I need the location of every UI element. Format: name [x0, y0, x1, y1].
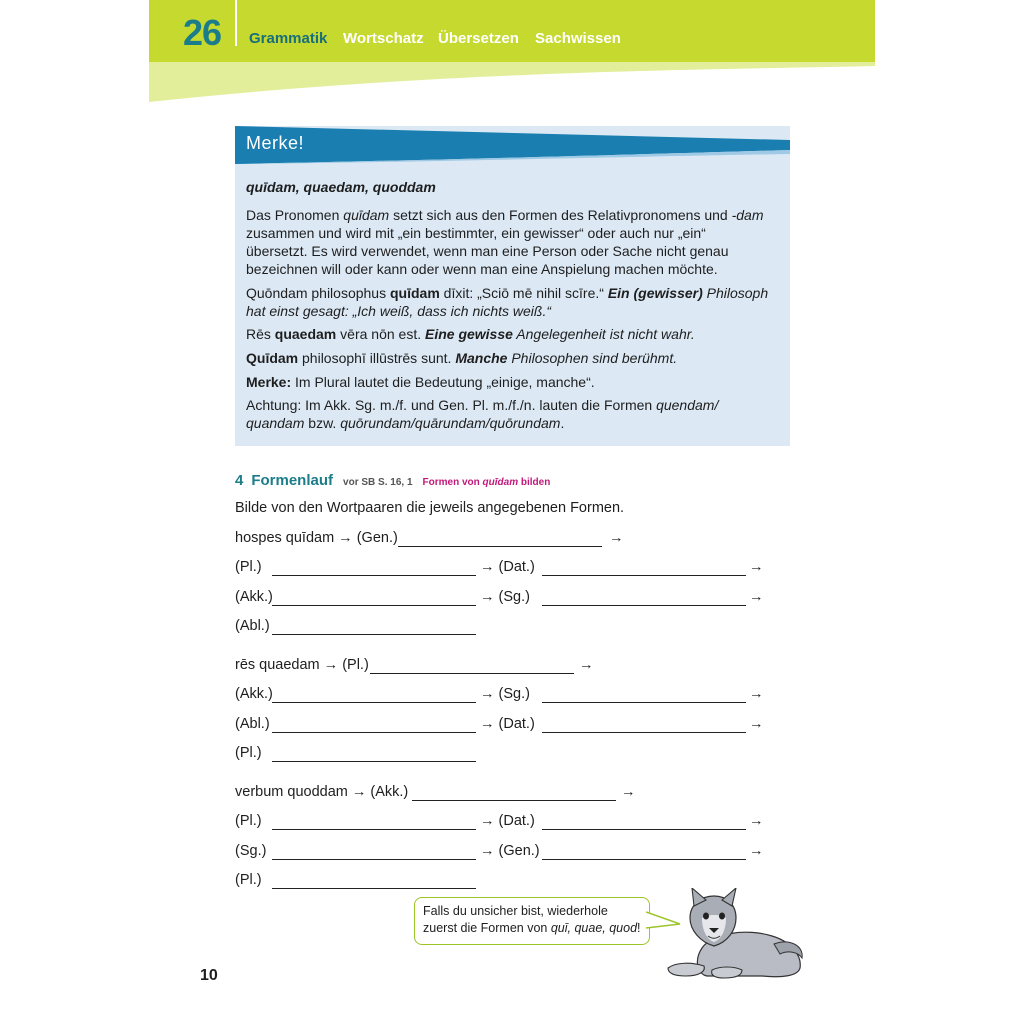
group2-row1-right-label: → (Sg.)	[480, 686, 530, 702]
speech-bubble-line-2: zuerst die Formen von quī, quae, quod!	[423, 921, 641, 935]
merke-warning-line-1: Achtung: Im Akk. Sg. m./f. und Gen. Pl. m./f./n. lauten die Formen quendam/	[246, 397, 719, 413]
tab-sachwissen[interactable]: Sachwissen	[535, 30, 621, 47]
merke-note: Merke: Im Plural lautet die Bedeutung „einige, manche“.	[246, 374, 595, 390]
group2-row1-left-label: (Akk.)	[235, 686, 273, 702]
group1-row3-left-blank[interactable]	[272, 634, 476, 635]
group2-row2-left-blank[interactable]	[272, 732, 476, 733]
group1-row2-right-label: → (Sg.)	[480, 589, 530, 605]
wolf-mascot-icon	[662, 888, 807, 983]
group1-row2-left-blank[interactable]	[272, 605, 476, 606]
page-number: 10	[200, 967, 218, 984]
merke-title: Merke!	[246, 133, 305, 153]
group2-row2-right-blank[interactable]	[542, 732, 746, 733]
group1-row2-right-blank[interactable]	[542, 605, 746, 606]
merke-heading: quīdam, quaedam, quoddam	[246, 179, 436, 195]
group2-row2-left-label: (Abl.)	[235, 716, 270, 732]
tab-uebersetzen[interactable]: Übersetzen	[438, 30, 519, 47]
merke-example-1-translation: hat einst gesagt: „Ich weiß, dass ich nichts weiß.“	[246, 303, 552, 319]
exercise-instruction: Bilde von den Wortpaaren die jeweils angegebenen Formen.	[235, 500, 625, 516]
group3-row2-left-blank[interactable]	[272, 859, 476, 860]
group3-start-blank[interactable]	[412, 800, 616, 801]
group1-row1-right-blank[interactable]	[542, 575, 746, 576]
group3-row1-left-blank[interactable]	[272, 829, 476, 830]
group2-start-blank[interactable]	[370, 673, 574, 674]
group1-row1-right-label: → (Dat.)	[480, 559, 535, 575]
merke-example-3: Quīdam philosophī illūstrēs sunt. Manche Philosophen sind berühmt.	[246, 350, 678, 366]
arrow: →	[749, 686, 764, 702]
group3-row1-right-label: → (Dat.)	[480, 813, 535, 829]
exercise-heading	[235, 472, 550, 490]
arrow: →	[749, 843, 764, 859]
group3-row2-left-label: (Sg.)	[235, 843, 267, 859]
arrow: →	[609, 530, 624, 546]
group3-row2-right-label: → (Gen.)	[480, 843, 540, 859]
exercise-reference: vor SB S. 16, 1	[343, 477, 413, 488]
tab-wortschatz[interactable]: Wortschatz	[343, 30, 424, 47]
group2-row3-left-label: (Pl.)	[235, 745, 262, 761]
group3-row1-right-blank[interactable]	[542, 829, 746, 830]
arrow: →	[579, 657, 594, 673]
arrow: →	[749, 813, 764, 829]
group2-row2-right-label: → (Dat.)	[480, 716, 535, 732]
merke-example-1: Quōndam philosophus quīdam dīxit: „Sciō mē nihil scīre.“ Ein (gewisser) Philosoph	[246, 285, 769, 301]
chapter-number: 26	[183, 12, 222, 53]
group3-row3-left-label: (Pl.)	[235, 872, 262, 888]
exercise-task: Formen von quīdam bilden	[422, 477, 551, 488]
merke-banner	[235, 126, 790, 164]
arrow: →	[749, 716, 764, 732]
header-divider	[235, 0, 237, 46]
merke-example-2: Rēs quaedam vēra nōn est. Eine gewisse Angelegenheit ist nicht wahr.	[246, 326, 695, 342]
group3-row1-left-label: (Pl.)	[235, 813, 262, 829]
merke-para-line-3: übersetzt. Es wird verwendet, wenn man eine Person oder Sache nicht genau	[246, 243, 729, 259]
merke-para-line-1: Das Pronomen quīdam setzt sich aus den Formen des Relativpronomens und -dam	[246, 207, 764, 223]
merke-para-line-2: zusammen und wird mit „ein bestimmter, ein gewisser“ oder auch nur „ein“	[246, 225, 706, 241]
arrow: →	[749, 559, 764, 575]
tab-grammatik[interactable]: Grammatik	[249, 30, 328, 47]
merke-warning-line-2: quandam bzw. quōrundam/quārundam/quōrundam.	[246, 415, 565, 431]
group2-row3-left-blank[interactable]	[272, 761, 476, 762]
group1-row1-left-blank[interactable]	[272, 575, 476, 576]
group1-row1-left-label: (Pl.)	[235, 559, 262, 575]
group3-row3-left-blank[interactable]	[272, 888, 476, 889]
group2-start: rēs quaedam → (Pl.)	[235, 657, 369, 673]
group2-row1-left-blank[interactable]	[272, 702, 476, 703]
arrow: →	[621, 784, 636, 800]
group3-start: verbum quoddam → (Akk.)	[235, 784, 409, 800]
group1-row3-left-label: (Abl.)	[235, 618, 270, 634]
exercise-title: Formenlauf	[251, 472, 334, 489]
group2-row1-right-blank[interactable]	[542, 702, 746, 703]
group1-row2-left-label: (Akk.)	[235, 589, 273, 605]
arrow: →	[749, 589, 764, 605]
group1-start-blank[interactable]	[398, 546, 602, 547]
group3-row2-right-blank[interactable]	[542, 859, 746, 860]
group1-start: hospes quīdam → (Gen.)	[235, 530, 398, 546]
header-band	[149, 0, 875, 102]
exercise-number: 4	[235, 472, 244, 489]
speech-bubble-line-1: Falls du unsicher bist, wiederhole	[423, 904, 608, 918]
merke-para-line-4: bezeichnen will oder kann oder wenn man eine Anspielung machen möchte.	[246, 261, 718, 277]
